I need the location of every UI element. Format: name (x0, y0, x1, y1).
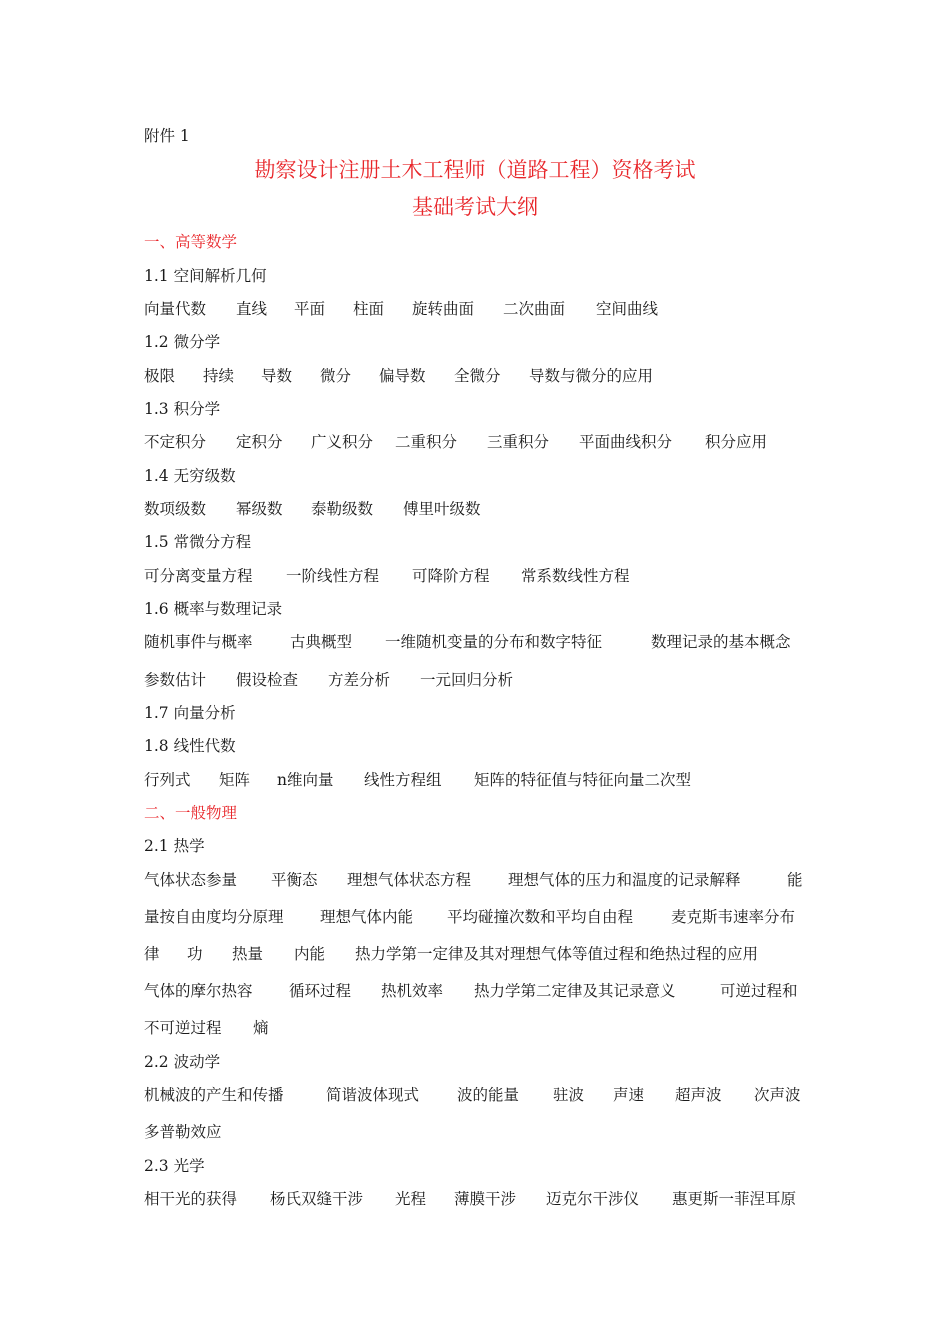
topic-item: 热力学第一定律及其对理想气体等值过程和绝热过程的应用 (355, 945, 759, 963)
topic-item: 一维随机变量的分布和数字特征 (385, 633, 603, 651)
topic-item: 空间曲线 (596, 300, 659, 318)
topic-item: 驻波 (553, 1086, 585, 1104)
topic-item: 导数与微分的应用 (529, 367, 654, 385)
topic-item: 律 (144, 945, 160, 963)
topic-item: 超声波 (675, 1086, 722, 1104)
topic-item: 次声波 (754, 1086, 801, 1104)
topic-item: 气体状态参量 (144, 871, 238, 889)
topic-item: 全微分 (454, 367, 501, 385)
topic-item: 平均碰撞次数和平均自由程 (447, 908, 634, 926)
topic-item: 导数 (261, 367, 293, 385)
topic-item: 可降阶方程 (412, 567, 490, 585)
topic-item: 可分离变量方程 (144, 567, 253, 585)
doc-title-line1: 勘察设计注册土木工程师（道路工程）资格考试 (254, 158, 696, 182)
section-heading-math: 一、高等数学 (144, 233, 238, 251)
topic-item: 三重积分 (487, 433, 550, 451)
topic-item: 矩阵 (219, 771, 251, 789)
subsection-heading: 1.2 微分学 (144, 333, 221, 351)
topic-item: 热量 (232, 945, 264, 963)
topic-item: 旋转曲面 (412, 300, 475, 318)
topic-item: 假设检查 (236, 671, 299, 689)
topic-item: 数项级数 (144, 500, 207, 518)
topic-item: 气体的摩尔热容 (144, 982, 253, 1000)
subsection-heading: 1.7 向量分析 (144, 704, 236, 722)
subsection-heading: 1.1 空间解析几何 (144, 267, 267, 285)
topic-item: 杨氏双缝干涉 (270, 1190, 364, 1208)
topic-item: 定积分 (236, 433, 283, 451)
topic-item: 平面 (294, 300, 326, 318)
topic-item: 声速 (613, 1086, 645, 1104)
topic-item: 常系数线性方程 (521, 567, 630, 585)
topic-item: 迈克尔干涉仪 (546, 1190, 640, 1208)
topic-item: 薄膜干涉 (454, 1190, 517, 1208)
topic-item: 古典概型 (290, 633, 353, 651)
topic-item: 泰勒级数 (311, 500, 374, 518)
subsection-heading: 2.2 波动学 (144, 1053, 221, 1071)
topic-item: 傅里叶级数 (403, 500, 481, 518)
topic-item: 柱面 (353, 300, 385, 318)
topic-item: 直线 (236, 300, 268, 318)
topic-item: n维向量 (277, 771, 334, 789)
topic-item: 量按自由度均分原理 (144, 908, 284, 926)
topic-item: 一阶线性方程 (286, 567, 380, 585)
subsection-heading: 1.6 概率与数理记录 (144, 600, 283, 618)
topic-item: 熵 (253, 1019, 269, 1037)
section-heading-physics: 二、一般物理 (144, 804, 238, 822)
topic-item: 理想气体的压力和温度的记录解释 (508, 871, 741, 889)
doc-title-line2: 基础考试大纲 (412, 195, 538, 219)
topic-item: 功 (187, 945, 203, 963)
topic-item: 极限 (144, 367, 176, 385)
topic-item: 偏导数 (379, 367, 426, 385)
topic-item: 幂级数 (236, 500, 283, 518)
topic-item: 热力学第二定律及其记录意义 (474, 982, 676, 1000)
subsection-heading: 2.3 光学 (144, 1157, 205, 1175)
topic-item: 波的能量 (457, 1086, 520, 1104)
topic-item: 向量代数 (144, 300, 207, 318)
topic-item: 简谐波体现式 (326, 1086, 420, 1104)
topic-item: 可逆过程和 (720, 982, 798, 1000)
topic-item: 惠更斯一菲涅耳原 (672, 1190, 797, 1208)
topic-item: 随机事件与概率 (144, 633, 253, 651)
topic-item: 平衡态 (271, 871, 318, 889)
topic-item: 理想气体内能 (320, 908, 414, 926)
topic-item: 数理记录的基本概念 (651, 633, 791, 651)
topic-item: 矩阵的特征值与特征向量二次型 (474, 771, 692, 789)
topic-item: 持续 (203, 367, 235, 385)
topic-item: 不可逆过程 (144, 1019, 222, 1037)
topic-item: 循环过程 (289, 982, 352, 1000)
topic-item: 光程 (395, 1190, 427, 1208)
topic-item: 平面曲线积分 (579, 433, 673, 451)
topic-item: 能 (787, 871, 803, 889)
topic-item: 参数估计 (144, 671, 207, 689)
topic-item: 理想气体状态方程 (347, 871, 472, 889)
topic-item: 线性方程组 (364, 771, 442, 789)
topic-item: 机械波的产生和传播 (144, 1086, 284, 1104)
topic-item: 广义积分 (311, 433, 374, 451)
topic-item: 内能 (294, 945, 326, 963)
topic-item: 微分 (320, 367, 352, 385)
subsection-heading: 1.4 无穷级数 (144, 467, 236, 485)
subsection-heading: 1.3 积分学 (144, 400, 221, 418)
subsection-heading: 2.1 热学 (144, 837, 205, 855)
topic-item: 不定积分 (144, 433, 207, 451)
attachment-label: 附件 1 (144, 127, 190, 145)
topic-item: 方差分析 (328, 671, 391, 689)
topic-item: 二重积分 (395, 433, 458, 451)
topic-item: 积分应用 (705, 433, 768, 451)
topic-item: 麦克斯韦速率分布 (671, 908, 796, 926)
topic-item: 一元回归分析 (420, 671, 514, 689)
topic-item: 多普勒效应 (144, 1123, 222, 1141)
topic-item: 二次曲面 (503, 300, 566, 318)
subsection-heading: 1.8 线性代数 (144, 737, 236, 755)
topic-item: 行列式 (144, 771, 191, 789)
topic-item: 热机效率 (381, 982, 444, 1000)
subsection-heading: 1.5 常微分方程 (144, 533, 252, 551)
topic-item: 相干光的获得 (144, 1190, 238, 1208)
